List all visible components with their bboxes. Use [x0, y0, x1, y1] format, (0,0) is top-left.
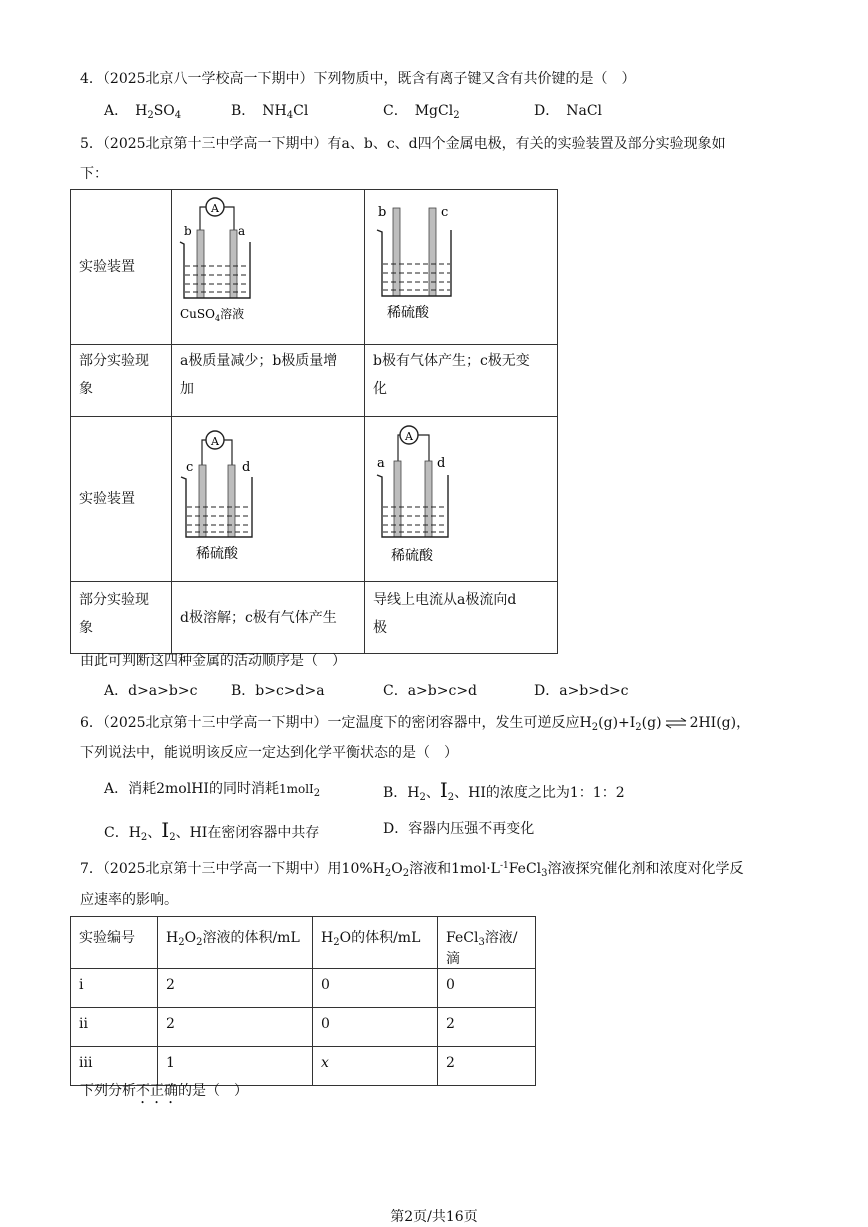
table-header-row	[71, 917, 536, 969]
table-row	[71, 969, 536, 1008]
table-cell: x	[313, 1047, 438, 1086]
svg-text:CuSO4溶液: CuSO$_4$溶液	[180, 307, 245, 323]
q5-option-d: D．a>b>d>c	[534, 683, 629, 699]
table-cell: 2	[438, 1008, 536, 1047]
svg-text:a: a	[377, 456, 385, 471]
phenomenon-4: 导线上电流从a极流向d 极	[365, 582, 558, 654]
svg-text:b: b	[184, 224, 192, 238]
q5-stem-line1: 5．（2025北京第十三中学高一下期中）有a、b、c、d四个金属电极，有关的实验装置及部分实验现象如	[80, 136, 726, 152]
emphasis-not-correct: 不正确	[136, 1083, 178, 1099]
table-cell: 2	[438, 1047, 536, 1086]
q6-option-a: A．消耗2molHI的同时消耗1molI$_2$	[104, 781, 321, 799]
table-cell: 0	[313, 1008, 438, 1047]
phenomenon-3: d极溶解；c极有气体产生	[172, 582, 365, 654]
header-h2o2-volume: $H_2O_2$溶液的体积/mL	[158, 917, 313, 969]
table-cell: i	[71, 969, 158, 1008]
svg-text:稀硫酸: 稀硫酸	[196, 546, 238, 562]
svg-text:c: c	[186, 460, 194, 475]
table-cell: 1	[158, 1047, 313, 1086]
q6-stem-line2: 下列说法中，能说明该反应一定达到化学平衡状态的是（ ）	[80, 745, 458, 761]
equilibrium-arrow-icon	[664, 717, 688, 729]
q6-reaction-equation: $H_2(g)+I_2(g)$ 2HI(g)	[579, 715, 737, 733]
phenomenon-1: a极质量减少；b极质量增 加	[172, 345, 365, 417]
header-experiment-number: 实验编号	[71, 917, 158, 969]
row-label-device-1: 实验装置	[71, 190, 172, 345]
q5-stem-line2: 下：	[80, 166, 108, 182]
table-cell: 0	[438, 969, 536, 1008]
q4-option-d: D． NaCl	[534, 103, 603, 119]
svg-text:稀硫酸: 稀硫酸	[391, 548, 433, 564]
q6-option-d: D．容器内压强不再变化	[383, 821, 535, 837]
apparatus-4-diagram	[365, 417, 557, 577]
h2o2-formula: $10\%H_2O_2$	[341, 861, 410, 879]
apparatus-2-cell	[365, 190, 558, 345]
apparatus-2-diagram	[365, 190, 557, 340]
table-row	[71, 1008, 536, 1047]
table-cell: 2	[158, 1008, 313, 1047]
q4-option-b: B． $NH_4Cl$	[231, 103, 309, 121]
q7-question: 下列分析不正确的是（ ）	[80, 1083, 248, 1099]
apparatus-4-cell	[365, 417, 558, 582]
row-label-phenomenon-2: 部分实验现 象	[71, 582, 172, 654]
apparatus-1-cell	[172, 190, 365, 345]
table-cell: ii	[71, 1008, 158, 1047]
svg-text:c: c	[441, 205, 449, 220]
q6-stem-line1: 6．（2025北京第十三中学高一下期中）一定温度下的密闭容器中，发生可逆反应$H_2(g)+I_2(g)$ 2HI(g)，	[80, 715, 751, 733]
q4-stem: 4．（2025北京八一学校高一下期中）下列物质中，既含有离子键又含有共价键的是（ ）	[80, 71, 636, 87]
q7-stem-line1: 7．（2025北京第十三中学高一下期中）用$10\%H_2O_2$溶液和$1mol\cdot L^{-1}FeCl_3$溶液探究催化剂和浓度对化学反	[80, 861, 744, 879]
table-cell: 2	[158, 969, 313, 1008]
svg-text:A: A	[405, 430, 413, 443]
q5-option-a: A．d>a>b>c	[104, 683, 198, 699]
q6-option-b: B．$H_2$、$I_2$、HI的浓度之比为1：1：2	[383, 778, 625, 803]
q6-option-c: C．$H_2$、$I_2$、HI在密闭容器中共存	[104, 818, 320, 843]
svg-text:d: d	[437, 456, 446, 471]
svg-text:b: b	[378, 205, 387, 220]
header-water-volume: $H_2O$的体积/mL	[313, 917, 438, 969]
apparatus-3-cell	[172, 417, 365, 582]
svg-text:A: A	[211, 202, 219, 215]
svg-text:d: d	[242, 460, 251, 475]
table-cell: iii	[71, 1047, 158, 1086]
svg-text:A: A	[211, 435, 219, 448]
svg-text:稀硫酸: 稀硫酸	[387, 305, 429, 321]
apparatus-3-diagram	[172, 417, 364, 577]
q7-experiment-table	[70, 916, 536, 1086]
svg-text:a: a	[238, 224, 246, 238]
q5-question: 由此可判断这四种金属的活动顺序是（ ）	[80, 653, 346, 669]
table-cell: 0	[313, 969, 438, 1008]
header-fecl3-drops: FeCl$_3$溶液/滴	[438, 917, 536, 969]
page-footer: 第2页/共16页	[390, 1209, 478, 1225]
fecl3-formula: $1mol\cdot L^{-1}FeCl_3$	[451, 861, 548, 879]
q5-option-b: B．b>c>d>a	[231, 683, 325, 699]
q4-option-c: C． MgCl$_2$	[383, 103, 460, 121]
row-label-device-2: 实验装置	[71, 417, 172, 582]
apparatus-1-diagram	[172, 190, 364, 340]
row-label-phenomenon-1: 部分实验现 象	[71, 345, 172, 417]
q5-apparatus-table	[70, 189, 558, 654]
q4-option-a: A． $H_2SO_4$	[104, 103, 182, 121]
q5-option-c: C．a>b>c>d	[383, 683, 478, 699]
q7-stem-line2: 应速率的影响。	[80, 892, 178, 908]
phenomenon-2: b极有气体产生；c极无变 化	[365, 345, 558, 417]
